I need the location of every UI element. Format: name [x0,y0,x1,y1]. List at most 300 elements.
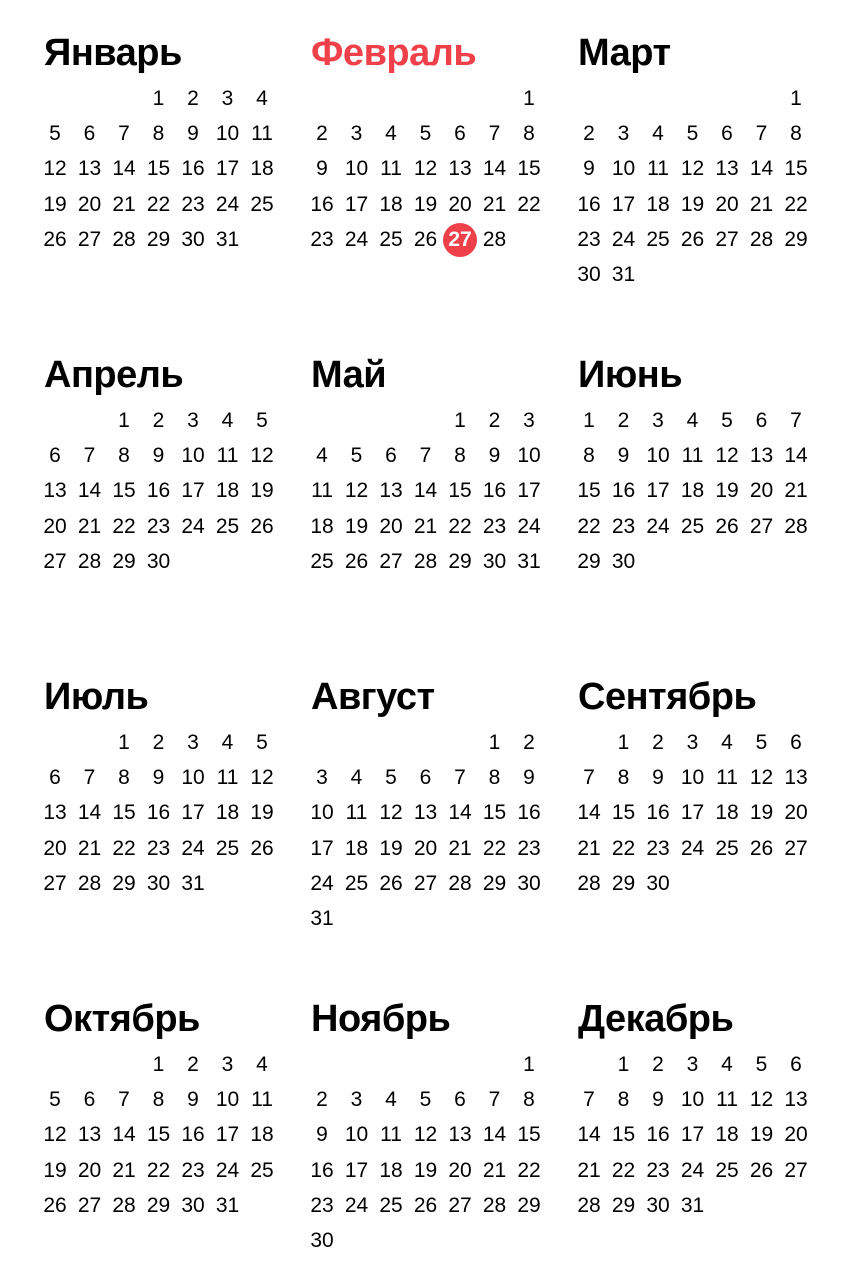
day-cell[interactable]: 4 [316,444,328,468]
day-cell[interactable]: 18 [215,801,240,825]
day-cell[interactable]: 7 [583,766,595,790]
day-cell[interactable]: 14 [577,1123,601,1147]
day-cell[interactable]: 13 [784,1088,808,1112]
month-title[interactable]: Ноябрь [311,998,451,1040]
day-cell[interactable]: 1 [523,87,535,110]
day-cell[interactable]: 8 [523,1088,535,1112]
day-cell[interactable]: 3 [652,409,664,432]
day-cell[interactable]: 16 [310,1158,334,1182]
day-cell[interactable]: 18 [379,1158,403,1182]
day-cell[interactable]: 9 [652,1088,664,1112]
day-cell[interactable]: 6 [721,122,733,146]
day-cell[interactable]: 2 [316,122,328,146]
day-cell[interactable]: 30 [611,549,636,573]
day-cell[interactable]: 8 [583,444,595,468]
day-cell[interactable]: 21 [77,514,102,538]
day-cell[interactable]: 8 [118,766,130,790]
day-cell[interactable]: 13 [43,801,67,825]
day-cell[interactable]: 27 [784,836,808,860]
day-cell[interactable]: 19 [250,801,274,825]
day-cell[interactable]: 25 [250,1158,274,1182]
day-cell[interactable]: 14 [448,801,472,825]
day-cell[interactable]: 22 [517,192,541,216]
day-cell[interactable]: 17 [215,157,240,181]
day-cell[interactable]: 18 [379,192,403,216]
day-cell[interactable]: 24 [181,514,205,538]
day-cell[interactable]: 24 [680,836,705,860]
day-cell[interactable]: 12 [250,766,274,790]
day-cell[interactable]: 25 [310,549,334,573]
day-cell[interactable]: 16 [517,801,541,825]
day-cell[interactable]: 27 [379,549,403,573]
day-cell[interactable]: 13 [413,801,438,825]
day-cell[interactable]: 1 [152,87,165,110]
day-cell[interactable]: 3 [187,409,199,432]
day-cell[interactable]: 6 [49,766,61,790]
day-cell[interactable]: 29 [112,871,136,895]
day-cell[interactable]: 16 [577,192,601,216]
month-title[interactable]: Декабрь [578,998,734,1040]
day-cell[interactable]: 5 [755,1053,768,1076]
day-cell[interactable]: 16 [646,801,670,825]
day-cell[interactable]: 19 [250,479,274,503]
day-cell[interactable]: 19 [749,1123,774,1147]
day-cell[interactable]: 31 [310,907,334,930]
day-cell[interactable]: 24 [215,192,240,216]
day-cell[interactable]: 21 [749,192,774,216]
day-cell[interactable]: 19 [43,1158,67,1182]
day-cell[interactable]: 14 [413,479,438,503]
day-cell[interactable]: 25 [646,227,670,251]
day-cell[interactable]: 18 [310,514,334,538]
day-cell[interactable]: 20 [413,836,438,860]
day-cell[interactable]: 11 [216,766,239,790]
day-cell[interactable]: 4 [350,766,363,790]
day-cell[interactable]: 31 [611,263,636,286]
day-cell[interactable]: 29 [784,227,808,251]
day-cell[interactable]: 29 [448,549,472,573]
day-cell[interactable]: 9 [316,157,328,181]
day-cell[interactable]: 8 [454,444,466,468]
day-cell[interactable]: 7 [583,1088,595,1112]
day-cell[interactable]: 8 [152,122,165,146]
day-cell[interactable]: 5 [755,731,768,754]
month-title[interactable]: Май [311,354,387,396]
day-cell[interactable]: 10 [344,1123,369,1147]
day-cell[interactable]: 17 [517,479,541,503]
day-cell[interactable]: 7 [118,1088,130,1112]
day-cell[interactable]: 19 [344,514,369,538]
day-cell[interactable]: 6 [419,766,432,790]
day-cell[interactable]: 2 [652,1053,664,1076]
day-cell[interactable]: 21 [448,836,472,860]
day-cell[interactable]: 12 [379,801,403,825]
day-cell[interactable]: 9 [583,157,595,181]
day-cell[interactable]: 23 [646,836,670,860]
day-cell[interactable]: 11 [251,122,273,146]
month-block[interactable] [311,0,561,320]
day-cell[interactable]: 14 [482,1123,507,1147]
day-cell[interactable]: 2 [617,409,630,432]
day-cell[interactable]: 24 [215,1158,240,1182]
day-cell[interactable]: 28 [413,549,438,573]
day-cell[interactable]: 26 [749,1158,774,1182]
day-cell[interactable]: 24 [611,227,636,251]
day-cell[interactable]: 6 [454,122,466,146]
day-cell[interactable]: 14 [784,444,808,468]
day-cell[interactable]: 9 [523,766,535,790]
day-cell[interactable]: 25 [379,227,403,251]
day-cell[interactable]: 12 [680,157,705,181]
day-cell[interactable]: 30 [646,871,670,895]
day-cell[interactable]: 29 [146,227,171,251]
day-cell[interactable]: 23 [181,192,205,216]
day-cell[interactable]: 20 [43,514,67,538]
day-cell[interactable]: 11 [251,1088,273,1112]
day-cell[interactable]: 31 [517,549,541,573]
day-cell[interactable]: 15 [482,801,507,825]
day-cell[interactable]: 4 [721,1053,733,1076]
day-cell[interactable]: 1 [617,1053,630,1076]
month-title[interactable]: Август [311,676,435,718]
day-cell[interactable]: 23 [577,227,601,251]
day-cell[interactable]: 18 [250,1123,274,1147]
day-cell[interactable]: 7 [755,122,768,146]
day-cell[interactable]: 12 [749,766,774,790]
day-cell[interactable]: 28 [112,227,136,251]
day-cell[interactable]: 23 [482,514,507,538]
day-cell[interactable]: 26 [413,1193,438,1217]
day-cell[interactable]: 5 [419,122,432,146]
day-cell[interactable]: 26 [43,1193,67,1217]
day-cell[interactable]: 3 [221,87,234,110]
day-cell[interactable]: 3 [617,122,630,146]
day-cell[interactable]: 15 [577,479,601,503]
month-block[interactable] [311,966,561,1286]
day-cell[interactable]: 2 [652,731,664,754]
month-block[interactable] [44,644,294,964]
day-cell[interactable]: 9 [152,766,165,790]
day-cell[interactable]: 6 [49,444,61,468]
day-cell[interactable]: 4 [385,1088,397,1112]
day-cell[interactable]: 12 [413,1123,438,1147]
day-cell[interactable]: 20 [77,1158,102,1182]
day-cell[interactable]: 9 [187,122,199,146]
day-cell[interactable]: 30 [482,549,507,573]
day-cell[interactable]: 23 [310,227,334,251]
month-block[interactable] [578,966,828,1286]
day-cell[interactable]: 18 [715,1123,739,1147]
month-title[interactable]: Сентябрь [578,676,757,718]
month-title[interactable]: Июль [44,676,149,718]
day-cell[interactable]: 22 [784,192,808,216]
day-cell[interactable]: 20 [749,479,774,503]
day-cell[interactable]: 29 [577,549,601,573]
day-cell[interactable]: 27 [715,227,739,251]
day-cell[interactable]: 28 [77,871,102,895]
day-cell[interactable]: 3 [187,731,199,754]
day-cell[interactable]: 14 [112,157,136,181]
day-cell[interactable]: 6 [454,1088,466,1112]
day-cell[interactable]: 16 [181,1123,205,1147]
day-cell[interactable]: 8 [152,1088,165,1112]
day-cell[interactable]: 28 [577,1193,601,1217]
day-cell[interactable]: 17 [181,479,205,503]
day-cell[interactable]: 17 [310,836,334,860]
day-cell[interactable]: 13 [77,1123,102,1147]
day-cell[interactable]: 20 [715,192,739,216]
day-cell[interactable]: 5 [49,1088,61,1112]
day-cell[interactable]: 17 [215,1123,240,1147]
day-cell[interactable]: 7 [83,444,96,468]
day-cell[interactable]: 11 [380,1123,402,1147]
day-cell[interactable]: 1 [583,409,595,432]
day-cell[interactable]: 26 [680,227,705,251]
month-block[interactable] [44,322,294,642]
day-cell[interactable]: 27 [43,871,67,895]
month-block[interactable] [311,322,561,642]
day-cell[interactable]: 16 [611,479,636,503]
day-cell[interactable]: 5 [721,409,733,432]
day-cell[interactable]: 6 [83,122,96,146]
day-cell[interactable]: 4 [652,122,664,146]
day-cell[interactable]: 20 [379,514,403,538]
day-cell[interactable]: 13 [379,479,403,503]
today-day-cell[interactable]: 27 [443,224,477,256]
day-cell[interactable]: 10 [611,157,636,181]
day-cell[interactable]: 17 [646,479,670,503]
day-cell[interactable]: 19 [413,192,438,216]
day-cell[interactable]: 13 [448,1123,472,1147]
day-cell[interactable]: 6 [790,731,802,754]
day-cell[interactable]: 30 [146,871,171,895]
day-cell[interactable]: 15 [146,157,171,181]
day-cell[interactable]: 14 [77,479,102,503]
day-cell[interactable]: 26 [379,871,403,895]
day-cell[interactable]: 8 [523,122,535,146]
day-cell[interactable]: 4 [721,731,733,754]
day-cell[interactable]: 10 [680,1088,705,1112]
day-cell[interactable]: 26 [250,836,274,860]
day-cell[interactable]: 7 [790,409,802,432]
day-cell[interactable]: 12 [344,479,369,503]
month-title[interactable]: Февраль [311,32,477,74]
day-cell[interactable]: 31 [215,227,240,251]
month-block[interactable] [44,966,294,1286]
day-cell[interactable]: 30 [577,263,601,286]
day-cell[interactable]: 22 [146,1158,171,1182]
day-cell[interactable]: 17 [181,801,205,825]
day-cell[interactable]: 31 [215,1193,240,1217]
day-cell[interactable]: 12 [413,157,438,181]
day-cell[interactable]: 25 [379,1193,403,1217]
day-cell[interactable]: 25 [680,514,705,538]
day-cell[interactable]: 17 [344,192,369,216]
day-cell[interactable]: 22 [146,192,171,216]
day-cell[interactable]: 7 [419,444,432,468]
month-block[interactable] [44,0,294,320]
day-cell[interactable]: 7 [488,1088,501,1112]
day-cell[interactable]: 13 [448,157,472,181]
day-cell[interactable]: 9 [152,444,165,468]
day-cell[interactable]: 20 [77,192,102,216]
day-cell[interactable]: 6 [755,409,768,432]
day-cell[interactable]: 23 [517,836,541,860]
day-cell[interactable]: 21 [482,192,507,216]
day-cell[interactable]: 27 [77,227,102,251]
day-cell[interactable]: 29 [611,871,636,895]
day-cell[interactable]: 5 [350,444,363,468]
day-cell[interactable]: 22 [112,836,136,860]
day-cell[interactable]: 4 [256,87,268,110]
day-cell[interactable]: 20 [448,1158,472,1182]
day-cell[interactable]: 1 [523,1053,535,1076]
day-cell[interactable]: 19 [715,479,739,503]
day-cell[interactable]: 26 [715,514,739,538]
day-cell[interactable]: 22 [611,836,636,860]
day-cell[interactable]: 2 [488,409,501,432]
day-cell[interactable]: 27 [784,1158,808,1182]
day-cell[interactable]: 5 [686,122,699,146]
day-cell[interactable]: 23 [310,1193,334,1217]
day-cell[interactable]: 17 [344,1158,369,1182]
day-cell[interactable]: 20 [448,192,472,216]
day-cell[interactable]: 5 [419,1088,432,1112]
day-cell[interactable]: 11 [380,157,402,181]
day-cell[interactable]: 19 [379,836,403,860]
day-cell[interactable]: 2 [187,1053,199,1076]
day-cell[interactable]: 14 [112,1123,136,1147]
day-cell[interactable]: 1 [118,731,130,754]
day-cell[interactable]: 19 [749,801,774,825]
day-cell[interactable]: 9 [316,1123,328,1147]
day-cell[interactable]: 10 [680,766,705,790]
day-cell[interactable]: 6 [790,1053,802,1076]
day-cell[interactable]: 9 [187,1088,199,1112]
day-cell[interactable]: 4 [256,1053,268,1076]
day-cell[interactable]: 19 [680,192,705,216]
day-cell[interactable]: 2 [152,731,165,754]
day-cell[interactable]: 3 [686,731,699,754]
day-cell[interactable]: 10 [517,444,541,468]
day-cell[interactable]: 28 [482,1193,507,1217]
day-cell[interactable]: 29 [611,1193,636,1217]
month-title[interactable]: Июнь [578,354,683,396]
day-cell[interactable]: 27 [413,871,438,895]
day-cell[interactable]: 3 [523,409,535,432]
day-cell[interactable]: 16 [146,801,171,825]
day-cell[interactable]: 3 [316,766,328,790]
day-cell[interactable]: 15 [517,1123,541,1147]
day-cell[interactable]: 13 [784,766,808,790]
month-block[interactable] [578,322,828,642]
day-cell[interactable]: 26 [43,227,67,251]
day-cell[interactable]: 4 [385,122,397,146]
month-block[interactable] [311,644,561,964]
day-cell[interactable]: 4 [221,409,234,432]
day-cell[interactable]: 17 [680,801,705,825]
day-cell[interactable]: 22 [517,1158,541,1182]
day-cell[interactable]: 14 [482,157,507,181]
day-cell[interactable]: 17 [611,192,636,216]
day-cell[interactable]: 27 [43,549,67,573]
day-cell[interactable]: 13 [749,444,774,468]
day-cell[interactable]: 24 [646,514,670,538]
day-cell[interactable]: 10 [181,766,205,790]
day-cell[interactable]: 15 [784,157,808,181]
day-cell[interactable]: 4 [686,409,699,432]
day-cell[interactable]: 10 [344,157,369,181]
day-cell[interactable]: 29 [517,1193,541,1217]
day-cell[interactable]: 25 [715,1158,739,1182]
day-cell[interactable]: 22 [577,514,601,538]
day-cell[interactable]: 29 [112,549,136,573]
day-cell[interactable]: 15 [517,157,541,181]
day-cell[interactable]: 15 [146,1123,171,1147]
day-cell[interactable]: 9 [652,766,664,790]
day-cell[interactable]: 2 [152,409,165,432]
day-cell[interactable]: 1 [454,409,466,432]
day-cell[interactable]: 29 [146,1193,171,1217]
day-cell[interactable]: 13 [715,157,739,181]
day-cell[interactable]: 13 [77,157,102,181]
day-cell[interactable]: 28 [749,227,774,251]
day-cell[interactable]: 8 [488,766,501,790]
day-cell[interactable]: 12 [749,1088,774,1112]
day-cell[interactable]: 28 [112,1193,136,1217]
day-cell[interactable]: 8 [790,122,802,146]
day-cell[interactable]: 27 [749,514,774,538]
day-cell[interactable]: 4 [221,731,234,754]
day-cell[interactable]: 6 [385,444,397,468]
day-cell[interactable]: 25 [215,514,240,538]
day-cell[interactable]: 9 [488,444,501,468]
day-cell[interactable]: 15 [112,801,136,825]
day-cell[interactable]: 7 [488,122,501,146]
day-cell[interactable]: 27 [448,1193,472,1217]
day-cell[interactable]: 11 [216,444,239,468]
day-cell[interactable]: 25 [215,836,240,860]
day-cell[interactable]: 22 [482,836,507,860]
month-title[interactable]: Апрель [44,354,184,396]
day-cell[interactable]: 12 [250,444,274,468]
day-cell[interactable]: 8 [617,1088,630,1112]
day-cell[interactable]: 21 [577,1158,601,1182]
day-cell[interactable]: 26 [749,836,774,860]
day-cell[interactable]: 2 [583,122,595,146]
day-cell[interactable]: 2 [523,731,535,754]
day-cell[interactable]: 6 [83,1088,96,1112]
day-cell[interactable]: 30 [146,549,171,573]
day-cell[interactable]: 16 [646,1123,670,1147]
day-cell[interactable]: 14 [749,157,774,181]
day-cell[interactable]: 21 [112,1158,136,1182]
day-cell[interactable]: 28 [77,549,102,573]
day-cell[interactable]: 10 [310,801,334,825]
day-cell[interactable]: 11 [716,766,738,790]
day-cell[interactable]: 19 [43,192,67,216]
day-cell[interactable]: 31 [181,871,205,895]
day-cell[interactable]: 24 [310,871,334,895]
day-cell[interactable]: 24 [181,836,205,860]
day-cell[interactable]: 20 [784,1123,808,1147]
day-cell[interactable]: 22 [112,514,136,538]
day-cell[interactable]: 26 [250,514,274,538]
day-cell[interactable]: 11 [345,801,368,825]
day-cell[interactable]: 10 [215,122,240,146]
day-cell[interactable]: 22 [611,1158,636,1182]
day-cell[interactable]: 2 [316,1088,328,1112]
